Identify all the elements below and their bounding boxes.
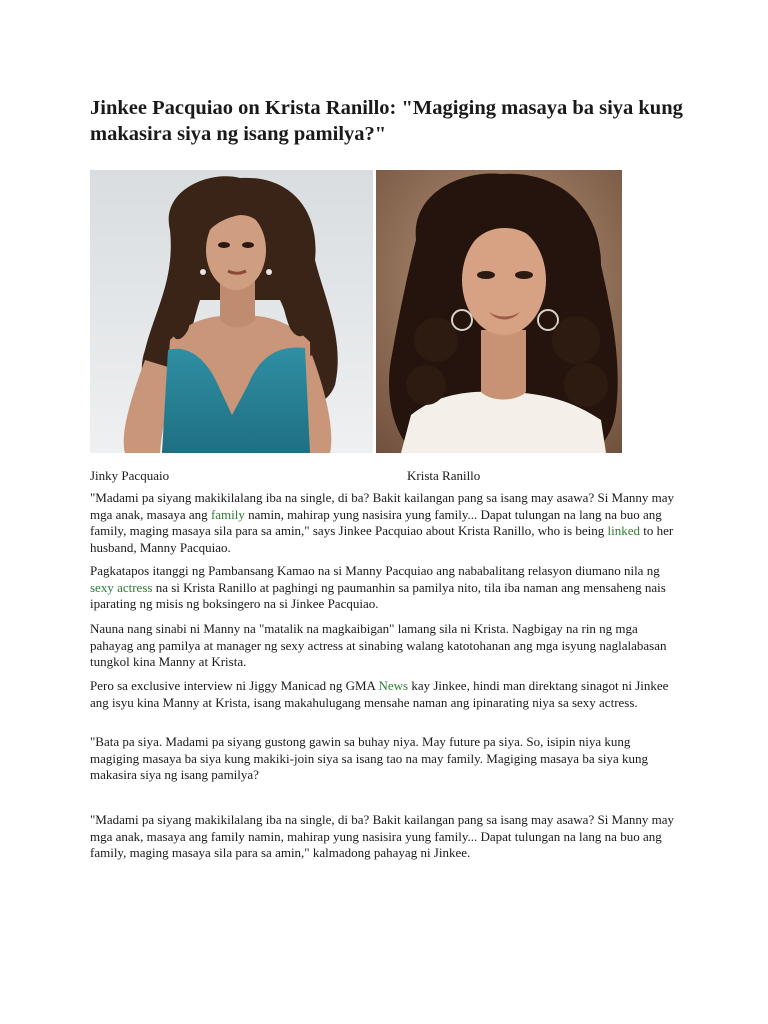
link-sexy-actress[interactable]: sexy actress [90,579,153,595]
paragraph-1-text-c: to her husband, Manny Pacquiao. [90,523,674,555]
paragraph-1-text-b: namin, mahirap yung nasisira yung family... Dapat tulungan na lang na buo ang family, maging masaya sila para sa amin," says Jinkee Pacquiao about Krista Ranillo, who is being [90,506,662,538]
photo-jinkee [90,170,373,453]
photo-krista [376,170,622,453]
paragraph-4-text-a: Pero sa exclusive interview ni Jiggy Manicad ng GMA [90,678,379,693]
article-title: Jinkee Pacquiao on Krista Ranillo: "Magiging masaya ba siya kung makasira siya ng isang pamilya?" [90,97,683,145]
paragraph-6: "Madami pa siyang makikilalang iba na single, di ba? Bakit kailangan pang sa isang may asawa? Si Manny may mga anak, masaya ang family namin, mahirap yung nasisira yung family... Dapat tulungan na lang na buo ang family, maging masaya sila para sa amin," kalmadong pahayag ni Jinkee. [90,812,675,860]
paragraph-2-text-b: na si Krista Ranillo at paghingi ng paumanhin sa pamilya nito, tila iba naman ang mensaheng nais iparating ng misis ng boksingero na si Jinkee Pacquiao. [90,579,666,611]
link-news[interactable]: News [378,678,409,693]
paragraph-3: Nauna nang sinabi ni Manny na "matalik na magkaibigan" lamang sila ni Krista. Nagbigay na rin ng mga pahayag ang pamilya at manager ng sexy actress at sinabing walang katotohanan ang mga isyung naglalabasan tungkol kina Manny at Krista. [90,621,667,669]
paragraph-5: "Bata pa siya. Madami pa siyang gustong gawin sa buhay niya. May future pa siya. So, isipin niya kung magiging masaya ba siya kung makiki-join siya sa isang tao na may family. Magiging masaya ba siya kung makasira siya ng isang pamilya? [90,734,649,782]
link-linked[interactable]: linked [607,523,640,538]
paragraph-1-text-a: "Madami pa siyang makikilalang iba na single, di ba? Bakit kailangan pang sa isang may asawa? Si Manny may mga anak, masaya ang [90,490,675,522]
caption-krista: Krista Ranillo [407,468,481,483]
paragraph-2 [90,563,680,613]
paragraph-1 [90,490,680,556]
link-family[interactable]: family [210,506,245,522]
caption-jinkee: Jinky Pacquaio [90,468,170,483]
paragraph-2-text-a: Pagkatapos itanggi ng Pambansang Kamao na si Manny Pacquiao ang nababalitang relasyon diumano nila ng [90,563,660,578]
paragraph-4-text-b: kay Jinkee, hindi man direktang sinagot ni Jinkee ang isyu kina Manny at Krista, isang makahulugang mensahe naman ang ipinarating niya sa sexy actress. [90,678,669,710]
paragraph-4 [90,678,680,711]
